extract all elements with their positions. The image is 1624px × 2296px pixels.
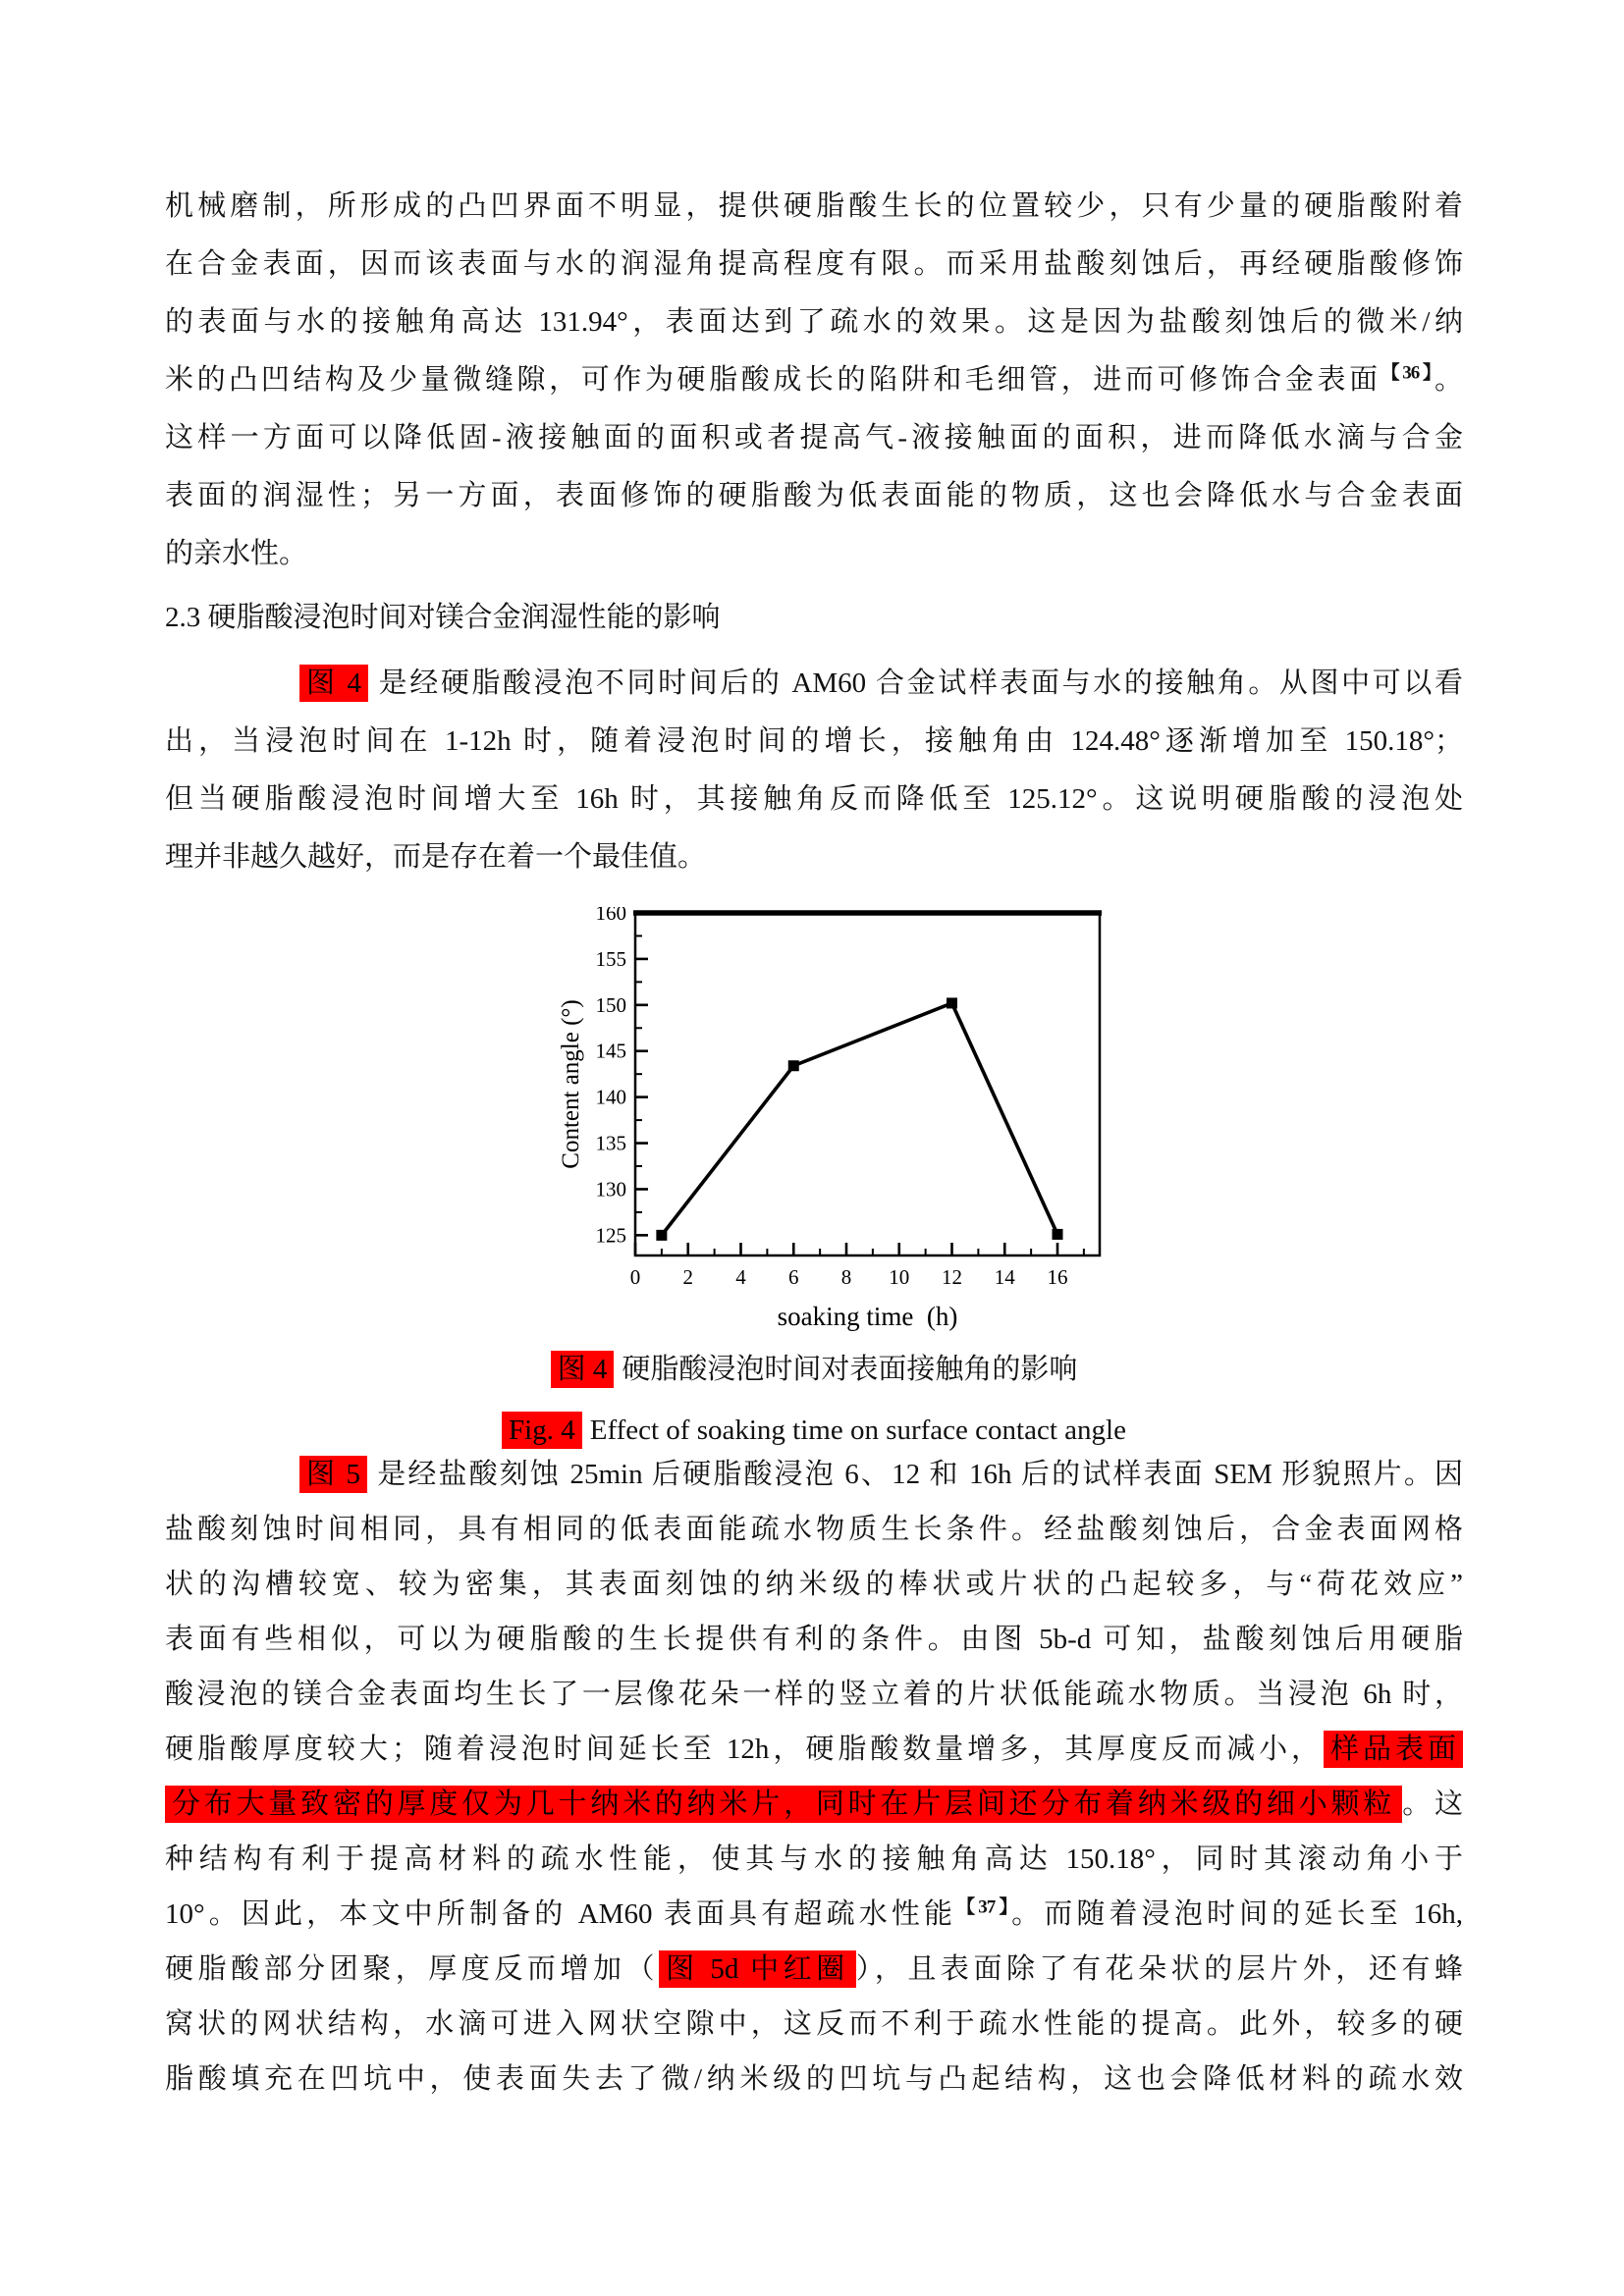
- caption-text: 硬脂酸浸泡时间对表面接触角的影响: [622, 1354, 1078, 1385]
- paragraph-line: [165, 1722, 1463, 1777]
- svg-text:Content angle (°): Content angle (°): [558, 999, 584, 1169]
- svg-text:16: 16: [1047, 1265, 1068, 1289]
- chart-canvas: [557, 907, 1126, 1331]
- paragraph-line: 但当硬脂酸浸泡时间增大至 16h 时，其接触角反而降低至 125.12°。这说明硬脂酸的浸泡处: [165, 783, 1463, 815]
- paragraph-line: 理并非越久越好，而是存在着一个最佳值。: [165, 841, 707, 873]
- line-text: 是经硬脂酸浸泡不同时间后的 AM60 合金试样表面与水的接触角。从图中可以看: [375, 667, 1463, 699]
- paragraph-line: [165, 655, 1463, 713]
- paragraph-figure4-discussion: [165, 655, 1463, 886]
- paragraph-line: 的亲水性。: [165, 538, 308, 569]
- highlighted-text-red-circle: 图 5d 中红圈: [659, 1950, 856, 1988]
- svg-text:140: 140: [595, 1085, 626, 1109]
- paragraph-line: 盐酸刻蚀时间相同，具有相同的低表面能疏水物质生长条件。经盐酸刻蚀后，合金表面网格: [165, 1514, 1463, 1545]
- svg-text:125: 125: [595, 1223, 626, 1248]
- svg-text:130: 130: [595, 1177, 626, 1201]
- section-heading-2-3: 2.3 硬脂酸浸泡时间对镁合金润湿性能的影响: [165, 602, 721, 633]
- svg-text:4: 4: [735, 1265, 746, 1289]
- paragraph-line: 脂酸填充在凹坑中，使表面失去了微/纳米级的凹坑与凸起结构，这也会降低材料的疏水效: [165, 2063, 1463, 2095]
- line-text: 。这: [1402, 1789, 1463, 1820]
- svg-text:2: 2: [682, 1265, 693, 1289]
- svg-text:soaking time (h): soaking time (h): [777, 1302, 958, 1331]
- paragraph-line: 窝状的网状结构，水滴可进入网状空隙中，这反而不利于疏水性能的提高。此外，较多的硬: [165, 2008, 1463, 2040]
- paragraph-line: 这样一方面可以降低固-液接触面的面积或者提高气-液接触面的面积，进而降低水滴与合金: [165, 422, 1463, 454]
- svg-text:155: 155: [595, 946, 626, 971]
- paragraph-line: [165, 1887, 1463, 1942]
- paragraph-line: 机械磨制，所形成的凸凹界面不明显，提供硬脂酸生长的位置较少，只有少量的硬脂酸附着: [165, 190, 1463, 222]
- paragraph-line: 在合金表面，因而该表面与水的润湿角提高程度有限。而采用盐酸刻蚀后，再经硬脂酸修饰: [165, 248, 1463, 280]
- line-text: 硬脂酸部分团聚，厚度反而增加（: [165, 1953, 660, 1985]
- paragraph-line: [165, 1447, 1463, 1502]
- paragraph-mechanical-grinding: [165, 178, 1463, 583]
- citation-ref-37: 【37】: [956, 1896, 1012, 1918]
- paragraph-line: 表面的润湿性；另一方面，表面修饰的硬脂酸为低表面能的物质，这也会降低水与合金表面: [165, 480, 1463, 511]
- line-text: ），且表面除了有花朵状的层片外，还有蜂: [855, 1953, 1463, 1985]
- svg-text:160: 160: [595, 907, 626, 925]
- svg-text:10: 10: [889, 1265, 910, 1289]
- svg-text:0: 0: [629, 1265, 641, 1289]
- paragraph-line: 酸浸泡的镁合金表面均生长了一层像花朵一样的竖立着的片状低能疏水物质。当浸泡 6h 时，: [165, 1679, 1463, 1710]
- line-text: 米的凸凹结构及少量微缝隙，可作为硬脂酸成长的陷阱和毛细管，进而可修饰合金表面: [165, 364, 1381, 396]
- line-text: 。: [1434, 364, 1463, 396]
- svg-text:145: 145: [595, 1039, 626, 1063]
- highlighted-text-nanosheets: 分布大量致密的厚度仅为几十纳米的纳米片，同时在片层间还分布着纳米级的细小颗粒: [165, 1786, 1402, 1823]
- figure5-reference-highlight: 图 5: [299, 1456, 367, 1493]
- figure4-reference-highlight: 图 4: [299, 665, 368, 702]
- line-text: 硬脂酸厚度较大；随着浸泡时间延长至 12h，硬脂酸数量增多，其厚度反而减小，: [165, 1734, 1325, 1765]
- svg-text:14: 14: [994, 1265, 1015, 1289]
- line-text: 是经盐酸刻蚀 25min 后硬脂酸浸泡 6、12 和 16h 后的试样表面 SEM 形貌照片。因: [375, 1459, 1463, 1490]
- paragraph-figure5-discussion: [165, 1447, 1463, 2107]
- paragraph-line: [165, 351, 1463, 409]
- highlighted-text-sample-surface: 样品表面: [1324, 1731, 1463, 1768]
- paragraph-line: [165, 1942, 1463, 1997]
- paragraph-line: 出，当浸泡时间在 1-12h 时，随着浸泡时间的增长，接触角由 124.48°逐渐增加至 150.18°；: [165, 725, 1463, 757]
- figure4-caption-label-highlight: 图 4: [551, 1351, 615, 1388]
- paragraph-line: [165, 1777, 1463, 1832]
- contact-angle-line-chart: [557, 907, 1126, 1331]
- paragraph-line: 的表面与水的接触角高达 131.94°，表面达到了疏水的效果。这是因为盐酸刻蚀后的微米/纳: [165, 306, 1463, 338]
- paragraph-line: 表面有些相似，可以为硬脂酸的生长提供有利的条件。由图 5b-d 可知，盐酸刻蚀后用硬脂: [165, 1624, 1463, 1655]
- svg-text:6: 6: [788, 1265, 799, 1289]
- paragraph-line: 状的沟槽较宽、较为密集，其表面刻蚀的纳米级的棒状或片状的凸起较多，与“荷花效应”: [165, 1569, 1463, 1600]
- line-text: 。而随着浸泡时间的延长至 16h,: [1011, 1898, 1463, 1930]
- svg-text:12: 12: [942, 1265, 962, 1289]
- figure4-caption-chinese: [165, 1341, 1463, 1399]
- figure4-caption-en-label-highlight: Fig. 4: [502, 1412, 582, 1449]
- citation-ref-36: 【36】: [1380, 362, 1435, 384]
- svg-text:8: 8: [840, 1265, 852, 1289]
- line-text: 10°。因此，本文中所制备的 AM60 表面具有超疏水性能: [165, 1898, 957, 1930]
- caption-text: Effect of soaking time on surface contact angle: [589, 1415, 1126, 1446]
- svg-text:150: 150: [595, 992, 626, 1017]
- paragraph-line: 种结构有利于提高材料的疏水性能，使其与水的接触角高达 150.18°，同时其滚动角小于: [165, 1843, 1463, 1875]
- svg-text:135: 135: [595, 1131, 626, 1155]
